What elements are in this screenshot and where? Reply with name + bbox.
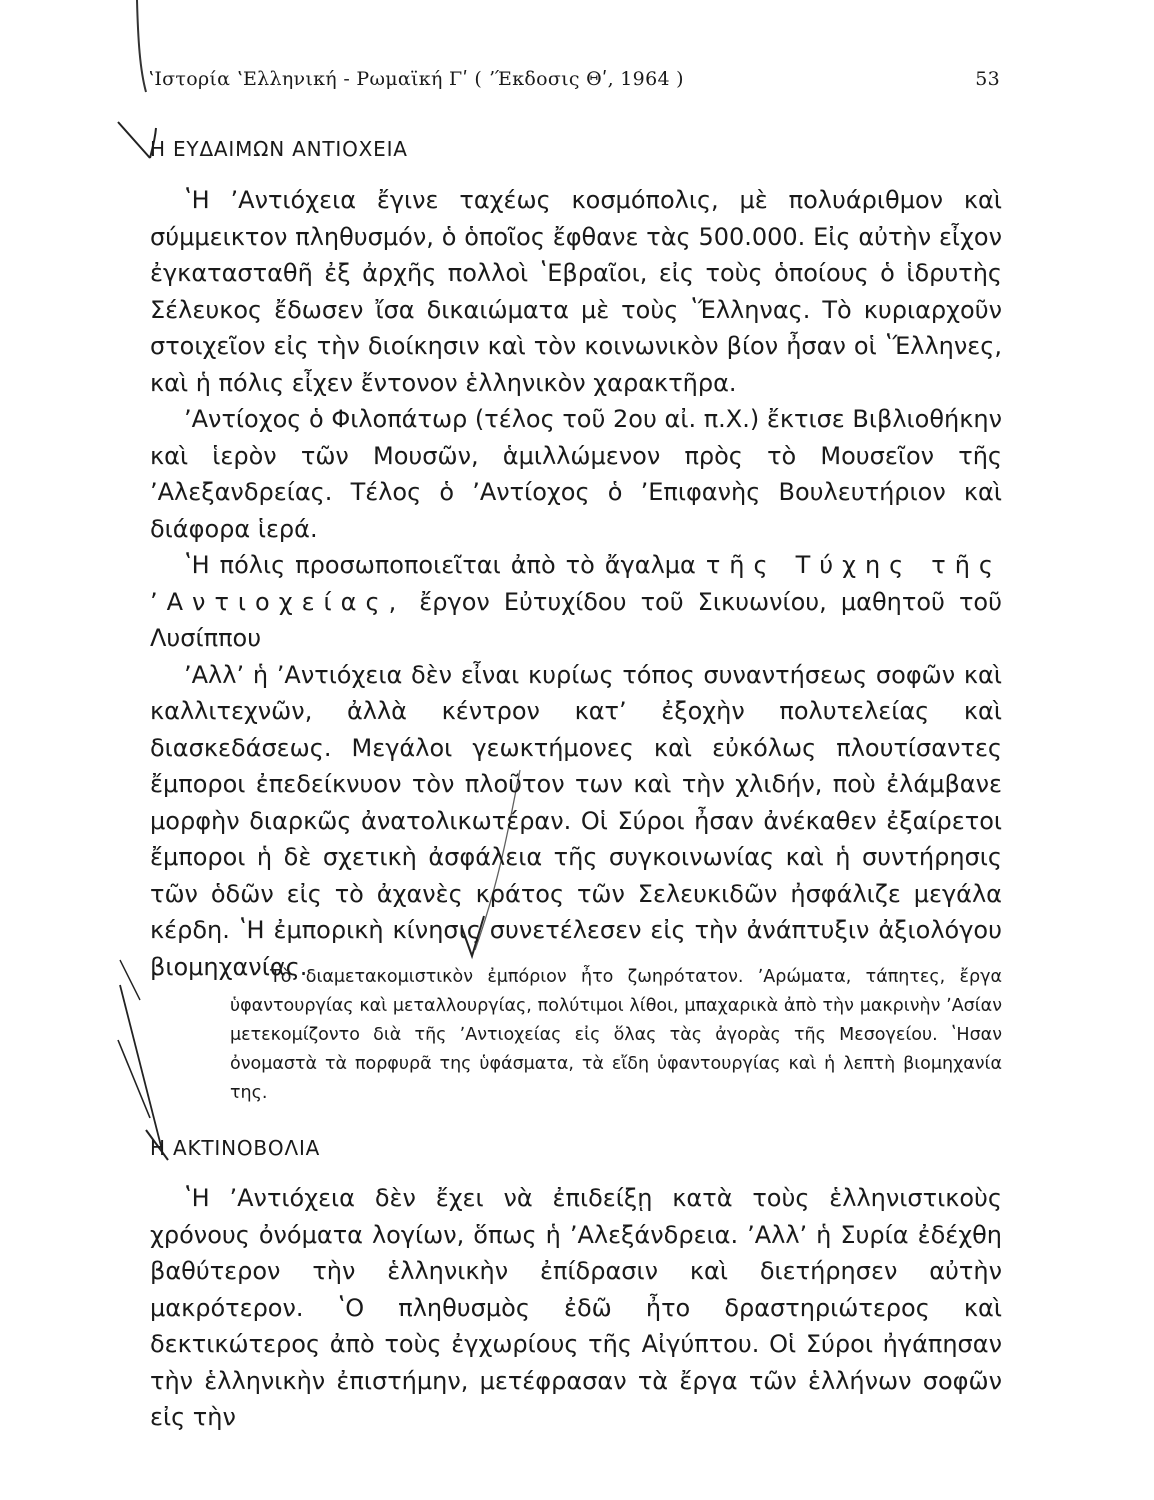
paragraph-2: ʼΑντίοχος ὁ Φιλοπάτωρ (τέλος τοῦ 2ου αἰ. π.Χ.) ἔκτισε Βιβλιοθήκην καὶ ἱερὸν τῶν Μουσῶν, ἁμιλλώμενον πρὸς τὸ Μουσεῖον τῆς ʼΑλεξανδρείας. Τέλος ὁ ʼΑντίοχος ὁ ʼΕπιφανὴς Βουλευτήριον καὶ διάφορα ἱερά.: [150, 405, 1002, 543]
paragraph-3: [150, 547, 1002, 657]
paragraph-4: ʼΑλλʼ ἡ ʼΑντιόχεια δὲν εἶναι κυρίως τόπος συναντήσεως σοφῶν καὶ καλλιτεχνῶν, ἀλλὰ κέντρον κατʼ ἐξοχὴν πολυτελείας καὶ διασκεδάσεως. Μεγάλοι γεωκτήμονες καὶ εὐκόλως πλουτίσαντες ἔμποροι ἐπεδείκνυον τὸν πλοῦτον των καὶ τὴν χλιδήν, ποὺ ἐλάμβανε μορφὴν διαρκῶς ἀνατολικωτέραν. Οἱ Σύροι ἦσαν ἀνέκαθεν ἐξαίρετοι ἔμποροι ἡ δὲ σχετικὴ ἀσφάλεια τῆς συγκοινωνίας καὶ ἡ συντήρησις τῶν ὁδῶν εἰς τὸ ἀχανὲς κράτος τῶν Σελευκιδῶν ἠσφάλιζε μεγάλα κέρδη. ʽΗ ἐμπορικὴ κίνησις συνετέλεσεν εἰς τὴν ἀνάπτυξιν ἀξιολόγου βιομηχανίας.: [150, 660, 1002, 981]
paragraph-3-start: ʽΗ πόλις προσωποποιεῖται ἀπὸ τὸ ἄγαλμα: [184, 551, 706, 579]
paragraph-1: ʽΗ ʼΑντιόχεια ἔγινε ταχέως κοσμόπολις, μὲ πολυάριθμον καὶ σύμμεικτον πληθυσμόν, ὁ ὁποῖος ἔφθανε τὰς 500.000. Εἰς αὐτὴν εἶχον ἐγκατασταθῆ ἐξ ἀρχῆς πολλοὶ ʽΕβραῖοι, εἰς τοὺς ὁποίους ὁ ἱδρυτὴς Σέλευκος ἔδωσεν ἴσα δικαιώματα μὲ τοὺς ʽΈλληνας. Τὸ κυριαρχοῦν στοιχεῖον εἰς τὴν διοίκησιν καὶ τὸν κοινωνικὸν βίον ἦσαν οἱ ʽΈλληνες, καὶ ἡ πόλις εἶχεν ἔντονον ἑλληνικὸν χαρακτῆρα.: [150, 186, 1002, 397]
margin-pen-stroke-long: [120, 985, 162, 1150]
margin-pen-stroke-short: [118, 1040, 150, 1118]
small-print-note: [230, 963, 1002, 1108]
margin-pen-stroke-top: [137, 0, 146, 92]
page-number: 53: [975, 68, 1000, 90]
running-title: ʽΙστορία ʽΕλληνική - Ρωμαϊκή Γʹ ( ʼΈκδοσις Θʹ, 1964 ): [148, 68, 684, 90]
section-2-paragraph-1: ʽΗ ʼΑντιόχεια δὲν ἔχει νὰ ἐπιδείξῃ κατὰ τοὺς ἑλληνιστικοὺς χρόνους ὀνόματα λογίων, ὅπως ἡ ʼΑλεξάνδρεια. ʼΑλλʼ ἡ Συρία ἐδέχθη βαθύτερον τὴν ἑλληνικὴν ἐπίδρασιν καὶ διετήρησεν αὐτὴν μακρότερον. ʽΟ πληθυσμὸς ἐδῶ ἦτο δραστηριώτερος καὶ δεκτικώτερος ἀπὸ τοὺς ἐγχωρίους τῆς Αἰγύπτου. Οἱ Σύροι ἠγάπησαν τὴν ἑλληνικὴν ἐπιστήμην, μετέφρασαν τὰ ἔργα τῶν ἑλλήνων σοφῶν εἰς τὴν: [150, 1184, 1002, 1431]
running-header: [148, 68, 1000, 90]
section-heading-1: Η ΕΥΔΑΙΜΩΝ ΑΝΤΙΟΧΕΙΑ: [150, 137, 408, 161]
note-text: Τὸ διαμετακομιστικὸν ἐμπόριον ἦτο ζωηρότατον. ʼΑρώματα, τάπητες, ἔργα ὑφαντουργίας καὶ μεταλλουργίας, πολύτιμοι λίθοι, μπαχαρικὰ ἀπὸ τὴν μακρινὴν ʼΑσίαν μετεκομίζοντο διὰ τῆς ʼΑντιοχείας εἰς ὅλας τὰς ἀγορὰς τῆς Μεσογείου. ʽΗσαν ὀνομαστὰ τὰ πορφυρᾶ της ὑφάσματα, τὰ εἴδη ὑφαντουργίας καὶ ἡ λεπτὴ βιομηχανία της.: [230, 967, 1002, 1103]
section-1-body: [150, 182, 1002, 985]
section-2-body: [150, 1180, 1002, 1436]
paragraph-3-end: ἔργον Εὐτυχίδου τοῦ Σικυωνίου, μαθητοῦ τοῦ Λυσίππου: [150, 587, 1002, 652]
section-heading-2: Η ΑΚΤΙΝΟΒΟΛΙΑ: [150, 1136, 321, 1160]
paragraph-3-spaced-emphasis: τῆς Τύχης τῆς ʼΑντιοχείας,: [150, 551, 1002, 616]
